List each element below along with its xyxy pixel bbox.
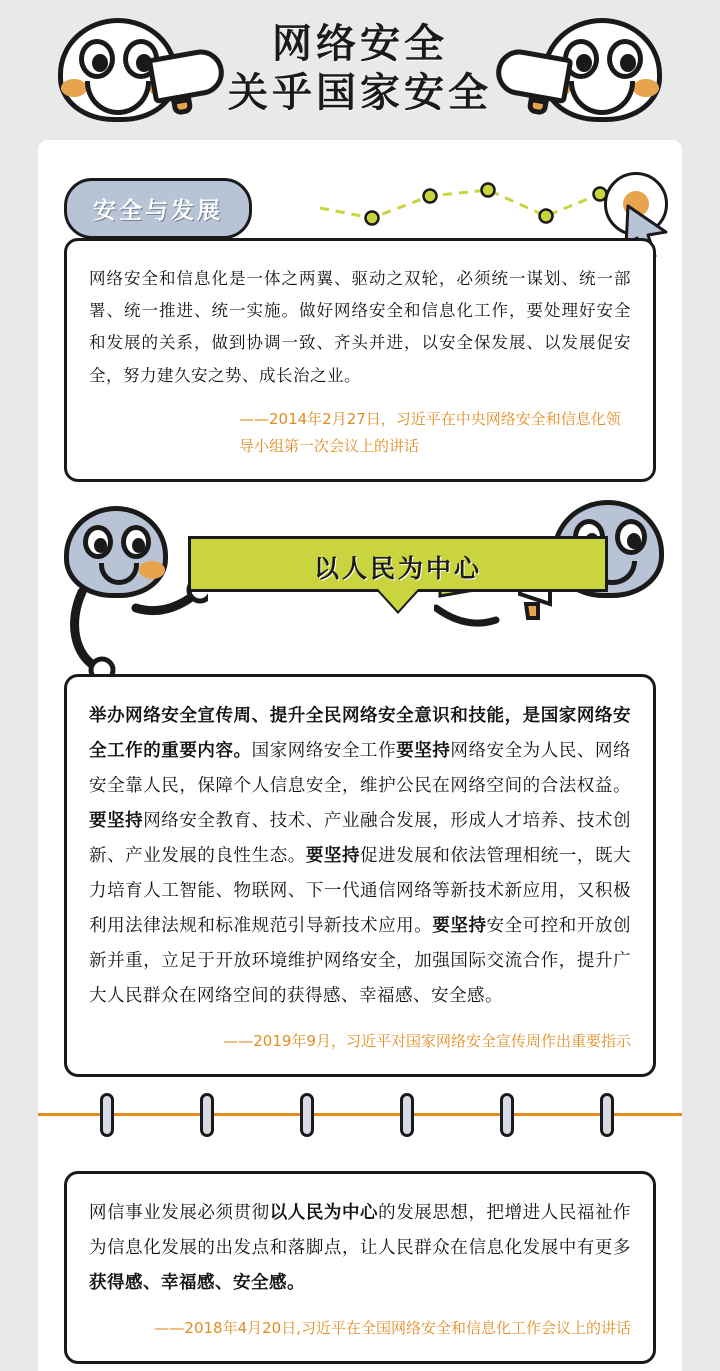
banner-notch (378, 589, 418, 611)
dashed-connector-line (310, 172, 640, 236)
binder-ring (100, 1093, 114, 1137)
page-header (0, 0, 720, 140)
section-2-banner-row (38, 500, 682, 660)
quote-2-source: ——2019年9月，习近平对国家网络安全宣传周作出重要指示 (223, 1032, 631, 1051)
binder-ring (500, 1093, 514, 1137)
ring-divider (38, 1093, 682, 1149)
binder-ring (400, 1093, 414, 1137)
eye-icon (121, 525, 151, 559)
section-2-title: 以人民为中心 (313, 554, 482, 584)
page-title (0, 20, 720, 118)
divider-rule (38, 1113, 682, 1116)
quote-3-text: 网信事业发展必须贯彻以人民为中心的发展思想，把增进人民福祉作为信息化发展的出发点和落脚点，让人民群众在信息化发展中有更多获得感、幸福感、安全感。 (89, 1202, 632, 1293)
binder-ring (200, 1093, 214, 1137)
quote-2-text: 举办网络安全宣传周、提升全民网络安全意识和技能，是国家网络安全工作的重要内容。国家网络安全工作要坚持网络安全为人民、网络安全靠人民，保障个人信息安全，维护公民在网络空间的合法权益。要坚持网络安全教育、技术、产业融合发展，形成人才培养、技术创新、产业发展的良性生态。要坚持促进发展和依法管理相统一，既大力培育人工智能、物联网、下一代通信网络等新技术新应用，又积极利用法律法规和标准规范引导新技术应用。要坚持安全可控和开放创新并重，立足于开放环境维护网络安全，加强国际交流合作，提升广大人民群众在网络空间的获得感、幸福感、安全感。 (89, 706, 632, 1007)
quote-box-2 (64, 674, 656, 1077)
section-2-banner (188, 536, 608, 592)
quote-box-1 (64, 238, 656, 482)
content-card (38, 140, 682, 1371)
cheek-blush (139, 561, 165, 579)
eye-icon (83, 525, 113, 559)
quote-box-3 (64, 1171, 656, 1364)
quote-1-source: ——2014年2月27日，习近平在中央网络安全和信息化领导小组第一次会议上的讲话 (239, 409, 621, 456)
section-1-title: 安全与发展 (64, 178, 252, 239)
section-1-header (38, 172, 682, 238)
eye-icon (615, 519, 647, 555)
page-title-line1: 网络安全 (272, 21, 448, 67)
binder-ring (300, 1093, 314, 1137)
page-title-line2: 关乎国家安全 (228, 69, 492, 116)
binder-ring (600, 1093, 614, 1137)
mascot-body-left (64, 506, 168, 598)
quote-1-text: 网络安全和信息化是一体之两翼、驱动之双轮，必须统一谋划、统一部署、统一推进、统一实施。做好网络安全和信息化工作，要处理好安全和发展的关系，做到协调一致、齐头并进，以安全保发展、以发展促安全，努力建久安之势、成长治之业。 (89, 269, 631, 385)
quote-3-source: ——2018年4月20日,习近平在全国网络安全和信息化工作会议上的讲话 (154, 1318, 631, 1337)
